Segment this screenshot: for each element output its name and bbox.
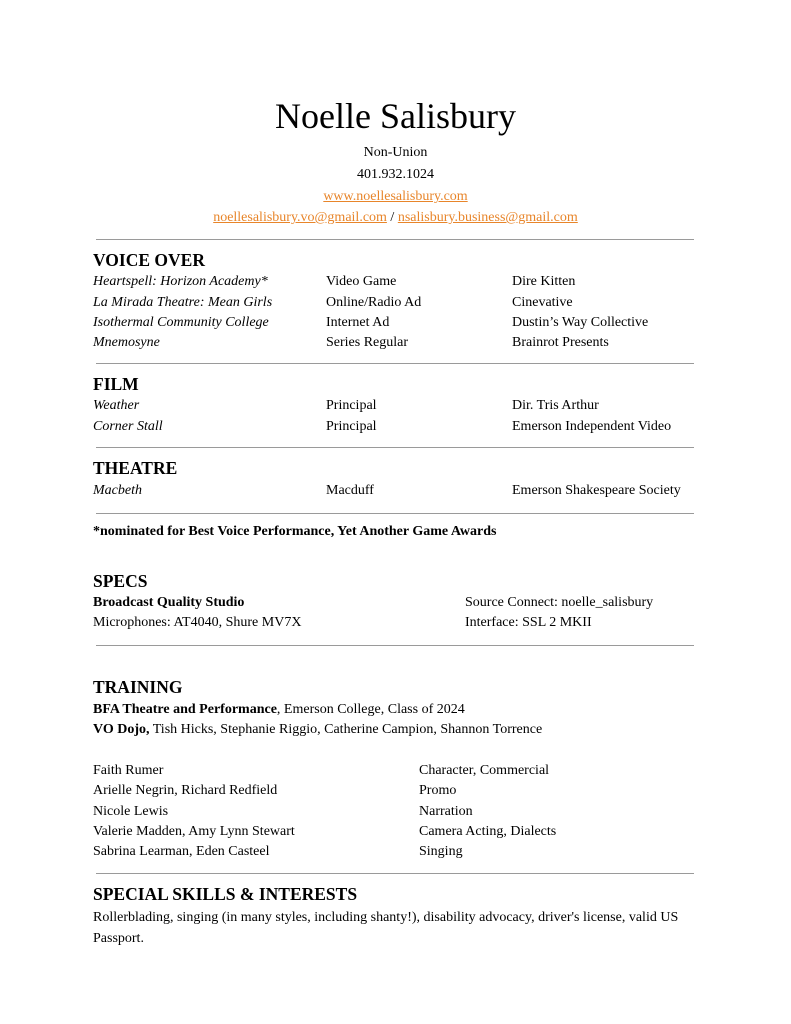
spec-studio: Broadcast Quality Studio	[93, 595, 245, 610]
website-link-row	[0, 188, 791, 206]
email-link-business[interactable]: nsalisbury.business@gmail.com	[397, 210, 578, 225]
coach-focus: Narration	[419, 804, 473, 819]
coach-focus: Singing	[419, 844, 463, 859]
credit-company: Cinevative	[512, 295, 573, 310]
coach-name: Valerie Madden, Amy Lynn Stewart	[93, 824, 295, 839]
coach-focus: Character, Commercial	[419, 763, 550, 778]
credit-role: Series Regular	[326, 335, 409, 350]
divider	[96, 239, 694, 240]
credit-company: Brainrot Presents	[512, 335, 609, 350]
credit-role: Macduff	[326, 483, 374, 498]
credit-company: Dir. Tris Arthur	[512, 398, 599, 413]
degree-details: , Emerson College, Class of 2024	[276, 702, 465, 717]
dojo-instructors: Tish Hicks, Stephanie Riggio, Catherine Campion, Shannon Torrence	[149, 722, 543, 737]
spec-microphones: Microphones: AT4040, Shure MV7X	[93, 615, 302, 630]
credit-title: Weather	[93, 398, 140, 413]
divider	[96, 873, 694, 874]
credit-role: Principal	[326, 398, 377, 413]
section-heading-voice-over: VOICE OVER	[93, 250, 205, 270]
coach-focus: Camera Acting, Dialects	[419, 824, 557, 839]
credit-company: Dustin’s Way Collective	[512, 315, 649, 330]
section-heading-skills: SPECIAL SKILLS & INTERESTS	[93, 884, 358, 904]
training-dojo	[93, 721, 542, 739]
credit-title: La Mirada Theatre: Mean Girls	[93, 295, 273, 310]
credit-title: Isothermal Community College	[93, 315, 269, 330]
credit-role: Internet Ad	[326, 315, 390, 330]
credit-role: Principal	[326, 419, 377, 434]
credit-company: Emerson Shakespeare Society	[512, 483, 681, 498]
credit-company: Emerson Independent Video	[512, 419, 672, 434]
section-heading-film: FILM	[93, 374, 139, 394]
credit-title: Mnemosyne	[93, 335, 160, 350]
section-heading-specs: SPECS	[93, 571, 148, 591]
spec-source-connect: Source Connect: noelle_salisbury	[465, 595, 654, 610]
credit-role: Online/Radio Ad	[326, 295, 422, 310]
coach-name: Nicole Lewis	[93, 804, 169, 819]
coach-name: Arielle Negrin, Richard Redfield	[93, 783, 278, 798]
credit-title: Corner Stall	[93, 419, 163, 434]
training-degree	[93, 701, 465, 719]
divider	[96, 645, 694, 646]
spec-interface: Interface: SSL 2 MKII	[465, 615, 592, 630]
coach-focus: Promo	[419, 783, 457, 798]
coach-name: Faith Rumer	[93, 763, 164, 778]
section-heading-training: TRAINING	[93, 677, 183, 697]
credit-company: Dire Kitten	[512, 274, 576, 289]
divider	[96, 513, 694, 514]
credit-role: Video Game	[326, 274, 397, 289]
credit-title: Heartspell: Horizon Academy*	[93, 274, 268, 289]
nomination-note: *nominated for Best Voice Performance, Yet Another Game Awards	[93, 524, 497, 539]
credit-title: Macbeth	[93, 483, 142, 498]
website-link[interactable]: www.noellesalisbury.com	[323, 189, 468, 204]
divider	[96, 447, 694, 448]
section-heading-theatre: THEATRE	[93, 458, 178, 478]
divider	[96, 363, 694, 364]
coach-name: Sabrina Learman, Eden Casteel	[93, 844, 270, 859]
resume-name: Noelle Salisbury	[275, 96, 516, 136]
skills-text: Rollerblading, singing (in many styles, including shanty!), disability advocacy, driver's license, valid US Passport.	[93, 910, 679, 946]
union-status: Non-Union	[363, 145, 428, 160]
phone-number: 401.932.1024	[357, 167, 434, 182]
email-separator: /	[390, 210, 395, 225]
email-row	[0, 209, 791, 227]
degree-name: BFA Theatre and Performance	[93, 702, 277, 717]
dojo-name: VO Dojo,	[93, 722, 150, 737]
email-link-vo[interactable]: noellesalisbury.vo@gmail.com	[213, 210, 387, 225]
